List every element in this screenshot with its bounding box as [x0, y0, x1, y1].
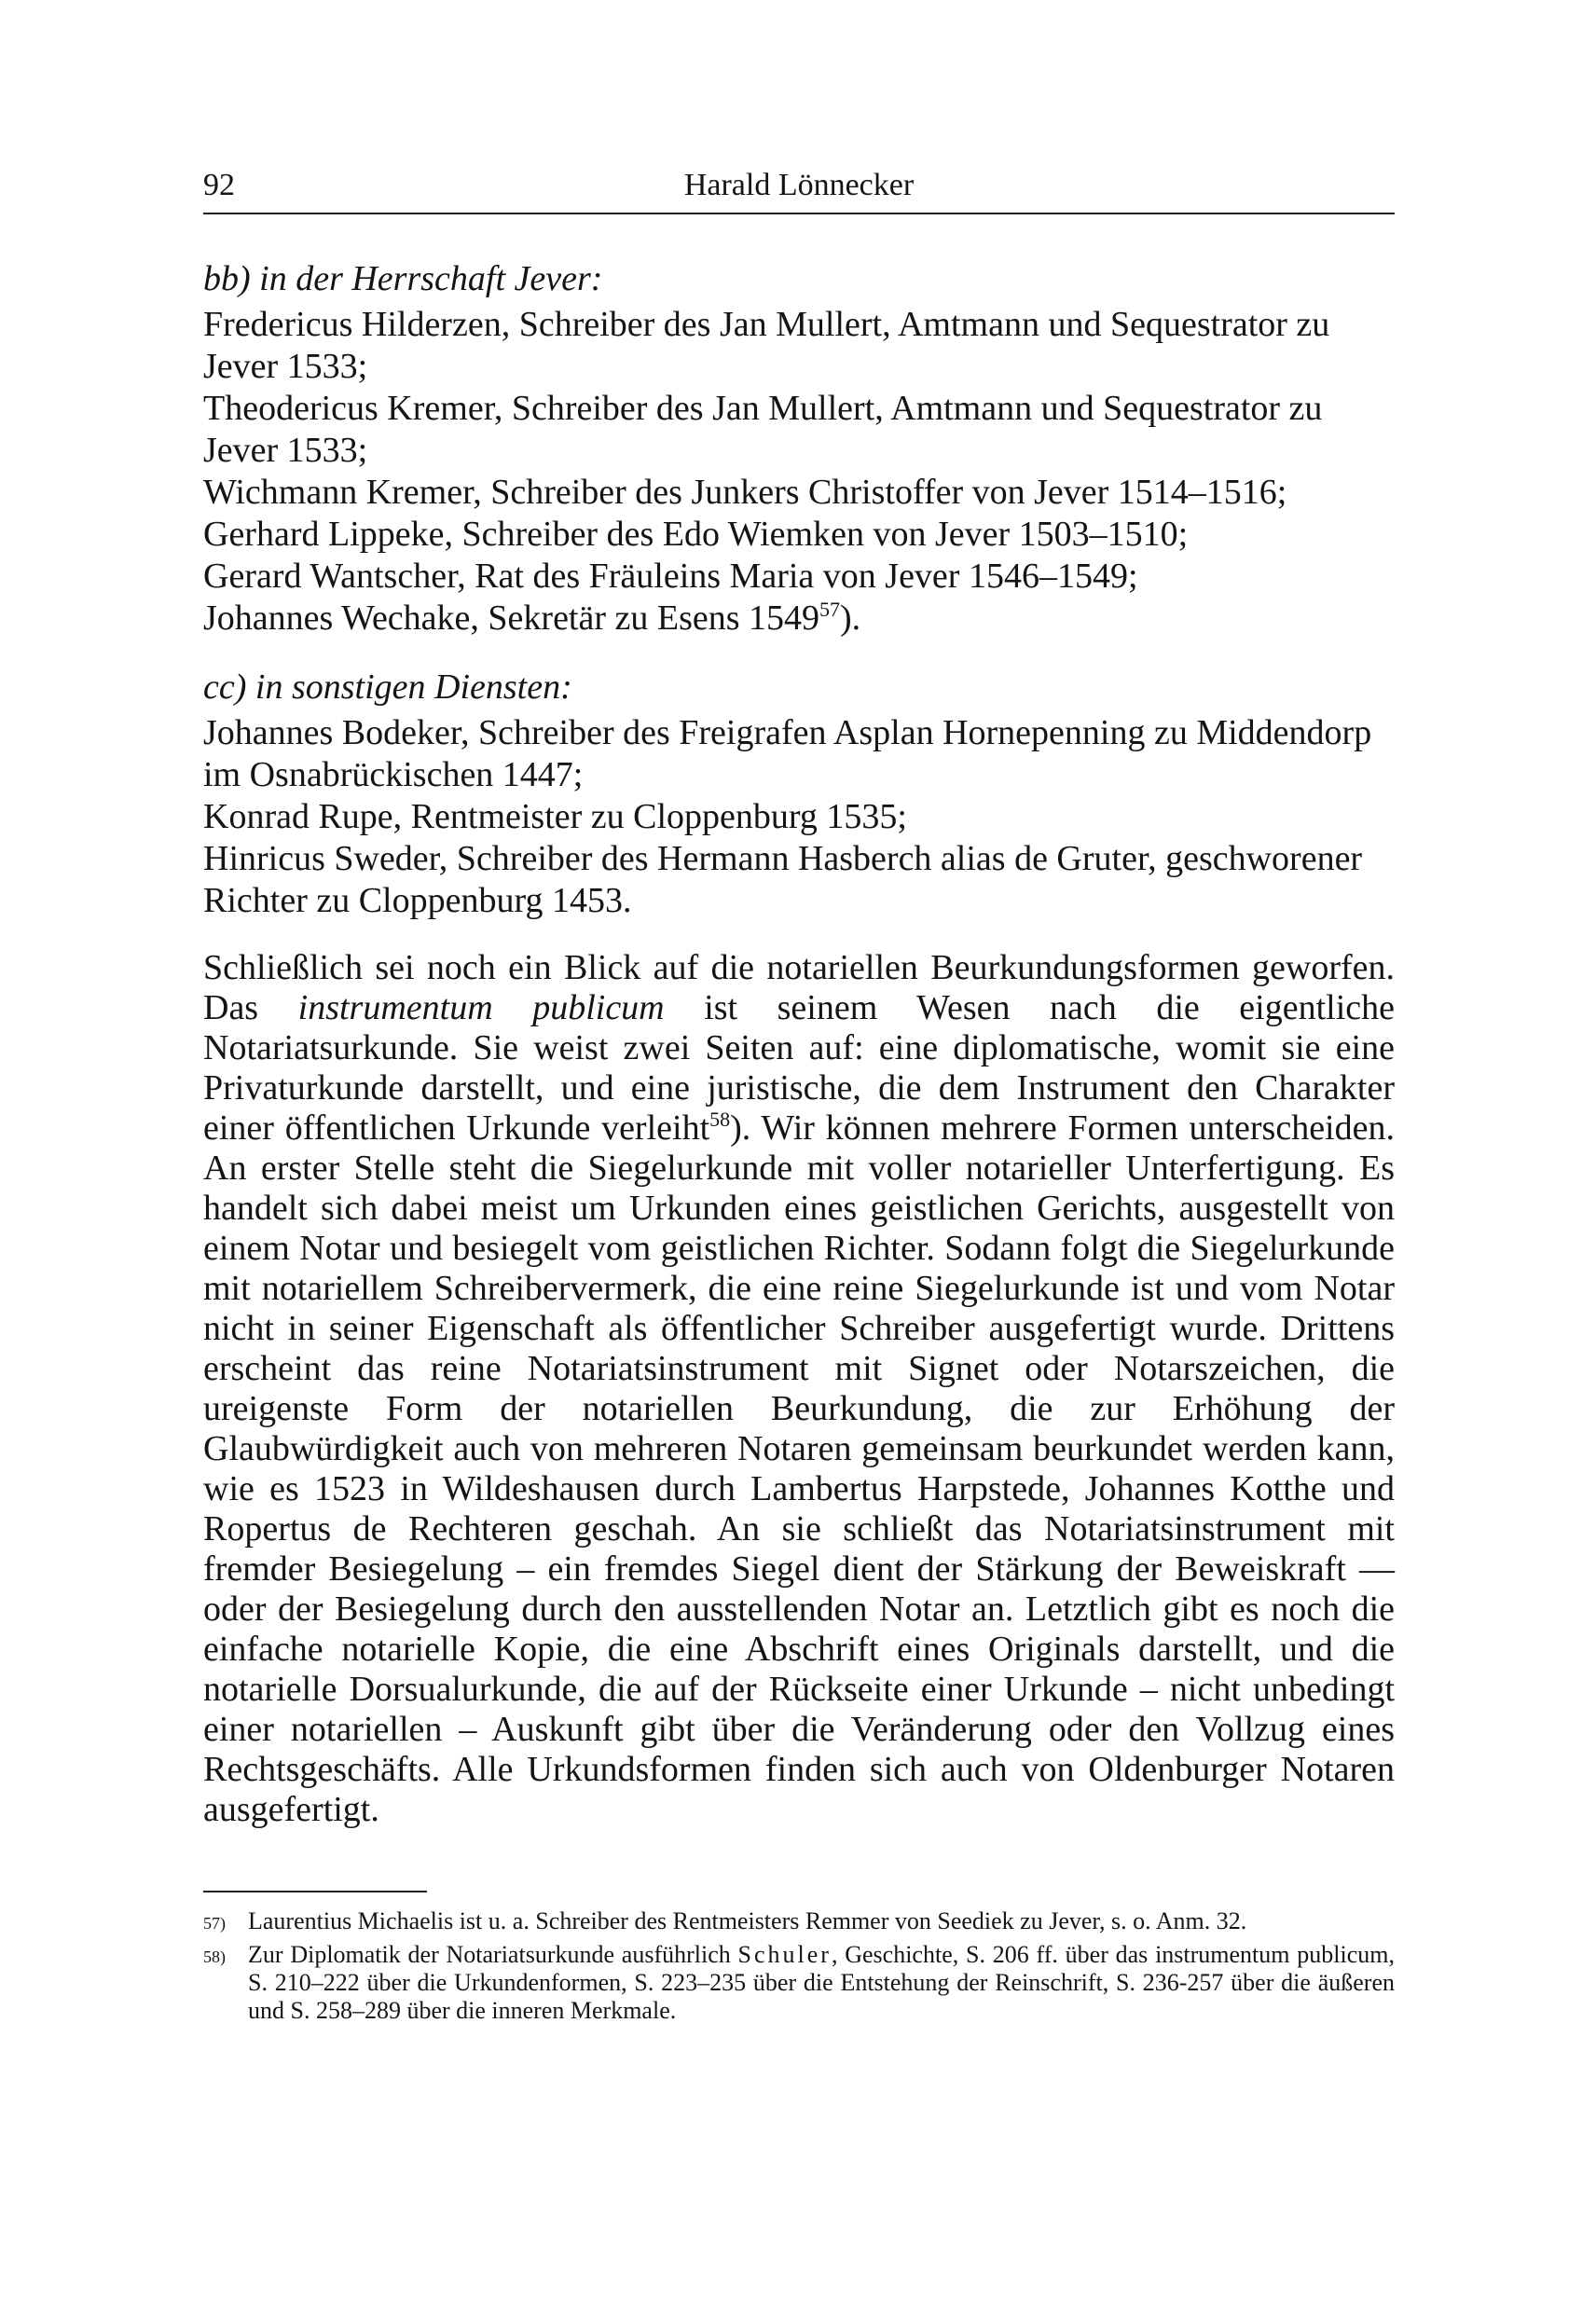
section-heading: cc) in sonstigen Diensten:: [203, 667, 572, 707]
footnote-text: Zur Diplomatik der Notariatsurkunde ausführlich Schuler, Geschichte, S. 206 ff. über das instrumentum publicum, S. 210–222 über die Urkundenformen, S. 223–235 über die Entstehung der Reinschrift, S. 236-257 über die äußeren und S. 258–289 über die inneren Merkmale.: [248, 1941, 1395, 2024]
author-name: Schuler: [737, 1941, 832, 1968]
main-text: [203, 257, 1395, 1830]
list-item: Hinricus Sweder, Schreiber des Hermann Hasberch alias de Gruter, geschworener Richter zu Cloppenburg 1453.: [203, 839, 1363, 920]
section-heading: bb) in der Herrschaft Jever:: [203, 259, 603, 298]
entry-list: [203, 712, 1395, 922]
list-item: Johannes Bodeker, Schreiber des Freigrafen Asplan Hornepenning zu Middendorp im Osnabrückischen 1447;: [203, 713, 1372, 794]
list-item: Wichmann Kremer, Schreiber des Junkers Christoffer von Jever 1514–1516;: [203, 473, 1287, 512]
section-jever: [203, 257, 1395, 640]
footnote-divider: [203, 1891, 427, 1892]
footnote-mark: 57): [203, 1914, 226, 1933]
footnote: [203, 1907, 1395, 1937]
footnote: [203, 1941, 1395, 2025]
list-item: Konrad Rupe, Rentmeister zu Cloppenburg 1535;: [203, 797, 907, 836]
list-item: Johannes Wechake, Sekretär zu Esens 1549$^{57}$).: [203, 598, 861, 638]
footnotes: [203, 1907, 1395, 2029]
footnote-text: Laurentius Michaelis ist u. a. Schreiber des Rentmeisters Remmer von Seediek zu Jever, s. o. Anm. 32.: [248, 1907, 1247, 1934]
body-paragraph: Schließlich sei noch ein Blick auf die notariellen Beurkundungsformen geworfen. Das instrumentum publicum ist seinem Wesen nach die eigentliche Notariatsurkunde. Sie weist zwei Seiten auf: eine diplomatische, womit sie eine Privaturkunde darstellt, und eine juristische, die dem Instrument den Charakter einer öffentlichen Urkunde verleiht$^{58}$). Wir können mehrere Formen unterscheiden. An erster Stelle steht die Siegelurkunde mit voller notarieller Unterfertigung. Es handelt sich dabei meist um Urkunden eines geistlichen Gerichts, ausgestellt von einem Notar und besiegelt vom geistlichen Richter. Sodann folgt die Siegelurkunde mit notariellem Schreibervermerk, die eine reine Siegelurkunde ist und vom Notar nicht in seiner Eigenschaft als öffentlicher Schreiber ausgefertigt wurde. Drittens erscheint das reine Notariatsinstrument mit Signet oder Notarszeichen, die ureigenste Form der notariellen Beurkundung, die zur Erhöhung der Glaubwürdigkeit auch von mehreren Notaren gemeinsam beurkundet werden kann, wie es 1523 in Wildeshausen durch Lambertus Harpstede, Johannes Kotthe und Ropertus de Rechteren geschah. An sie schließt das Notariatsinstrument mit fremder Besiegelung – ein fremdes Siegel dient der Stärkung der Beweiskraft — oder der Besiegelung durch den ausstellenden Notar an. Letztlich gibt es noch die einfache notarielle Kopie, die eine Abschrift eines Originals darstellt, und die notarielle Dorsualurkunde, die auf der Rückseite einer Urkunde – nicht unbedingt einer notariellen – Auskunft gibt über die Veränderung oder den Vollzug eines Rechtsgeschäfts. Alle Urkundsformen finden sich auch von Oldenburger Notaren ausgefertigt.: [203, 948, 1395, 1829]
list-item: Fredericus Hilderzen, Schreiber des Jan Mullert, Amtmann und Sequestrator zu Jever 1533;: [203, 305, 1330, 386]
footnote-ref[interactable]: 57: [819, 598, 841, 621]
list-item: Theodericus Kremer, Schreiber des Jan Mullert, Amtmann und Sequestrator zu Jever 1533;: [203, 389, 1323, 470]
list-item: Gerard Wantscher, Rat des Fräuleins Maria von Jever 1546–1549;: [203, 557, 1138, 596]
entry-list: [203, 304, 1395, 640]
footnote-ref[interactable]: 58: [709, 1108, 731, 1131]
list-item: Gerhard Lippeke, Schreiber des Edo Wiemken von Jever 1503–1510;: [203, 515, 1189, 554]
italic-term: instrumentum publicum: [297, 988, 665, 1027]
section-sonstige: [203, 666, 1395, 922]
footnote-mark: 58): [203, 1947, 226, 1966]
page-number: 92: [203, 168, 235, 202]
running-header: [203, 157, 1395, 214]
running-header-author: Harald Lönnecker: [683, 168, 915, 202]
